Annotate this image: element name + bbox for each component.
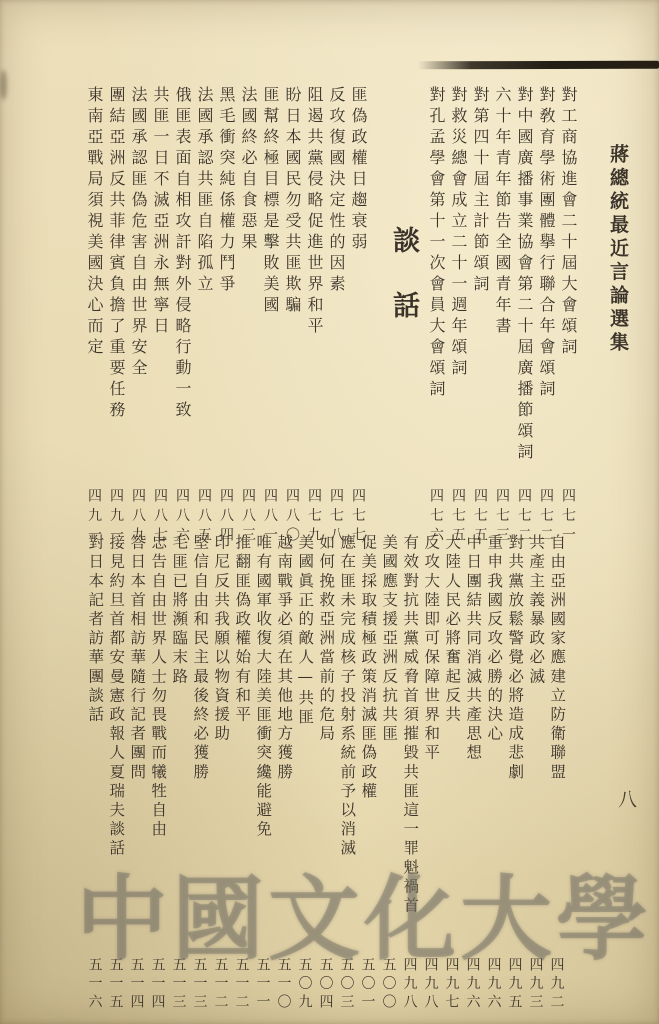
toc-entry-title: 對第四十屆主計節頌詞 [471,86,490,296]
toc-entry-title: 大陸人民必將奮起反共 [443,534,462,725]
toc-entry-title: 六十年青年節告全國青年書 [493,86,512,338]
toc-entry-title: 團結亞洲反共菲律賓負擔了重要任務 [107,86,126,422]
toc-page-number: 五〇四 [317,956,334,1012]
toc-entry-title: 推翻匪偽政權始有和平 [233,534,252,725]
toc-entry [237,86,259,546]
toc-entry-title: 對日本記者訪華團談話 [86,534,105,725]
toc-entry-title: 共產主義暴政必滅 [527,534,546,687]
toc-page-number: 四九一 [86,487,102,546]
toc-entry [273,534,294,1012]
toc-page-number: 四七九 [306,487,322,546]
toc-entry-title: 自由亞洲國家應建立防衛聯盟 [548,534,567,783]
toc-entry-title: 法國承認匪偽危害自由世界安全 [129,86,148,380]
toc-page-number: 五一四 [128,956,145,1012]
toc-entry [546,534,567,1012]
toc-entry-title: 匪幫終極目標是擊敗美國 [261,86,280,317]
toc-page-number: 四九八 [401,956,418,1012]
toc-entry-title: 應在匪未完成核子投射系統前予以消滅 [338,534,357,859]
toc-page-number: 四八四 [218,487,234,546]
toc-entry [399,534,420,1012]
toc-page-number: 五一〇 [275,956,292,1012]
toc-page-number: 四九七 [443,956,460,1012]
toc-page-number: 四七二 [516,487,532,546]
toc-page-number: 四七六 [428,487,444,546]
toc-entry-title: 印尼反共我願以物資援助 [212,534,231,745]
toc-page-number: 四七八 [328,487,344,546]
toc-entry-title: 法國終必自食惡果 [239,86,258,254]
toc-page-number: 四八一 [262,487,278,546]
toc-page-number: 四七一 [560,487,576,546]
toc-entry-title: 反攻復國決定性的因素 [327,86,346,296]
toc-entry [105,534,126,1012]
toc-entry [336,534,357,1012]
toc-entry [483,534,504,1012]
toc-page-number: 五一二 [233,956,250,1012]
toc-entry [215,86,237,546]
toc-entry-title: 堅信自由和民主最後終必獲勝 [191,534,210,783]
toc-entry [105,86,127,546]
toc-entry [149,86,171,546]
toc-entry-title: 對共黨放鬆警覺必將造成悲劇 [506,534,525,783]
toc-entry [168,534,189,1012]
toc-entry [425,86,447,546]
toc-page-number: 四八七 [152,487,168,546]
toc-page-number: 五一四 [149,956,166,1012]
toc-entry [315,534,336,1012]
toc-entry [357,534,378,1012]
toc-entry-title: 對工商協進會二十屆大會頌詞 [559,86,578,359]
toc-entry [147,534,168,1012]
toc-page-number: 五〇〇 [380,956,397,1012]
toc-entry-title: 阻遏共黨侵略促進世界和平 [305,86,324,338]
toc-page-number: 四九一 [108,487,124,546]
toc-entry [491,86,513,546]
toc-entry [462,534,483,1012]
book-title-text: 蔣總統最近言論選集 [607,144,629,356]
toc-entry-title: 東南亞戰局須視美國決心而定 [85,86,104,359]
toc-entry-title: 對敎育學術團體擧行聯合年會頌詞 [537,86,556,401]
library-watermark: 中國文化大學 [76,865,653,973]
toc-entry-title: 促美採取積極政策消滅匪偽政權 [359,534,378,802]
toc-entry [441,534,462,1012]
toc-page-number: 五〇一 [359,956,376,1012]
toc-entry [420,534,441,1012]
toc-entry-title: 如何挽救亞洲當前的危局 [317,534,336,745]
toc-entry [281,86,303,546]
toc-entry [325,86,347,546]
toc-entry [525,534,546,1012]
toc-page-number: 四七五 [472,487,488,546]
toc-entry-title: 反攻大陸即可保障世界和平 [422,534,441,764]
toc-entry-title: 中日團結共同消滅共產思想 [464,534,483,764]
toc-entry-title: 對救災總會成立二十一週年頌詞 [449,86,468,380]
toc-page-number: 四九五 [506,956,523,1012]
toc-entry [252,534,273,1012]
toc-entry [193,86,215,546]
toc-page-number: 五〇三 [338,956,355,1012]
toc-entry [171,86,193,546]
toc-entry-title: 黑毛衝突純係權力鬥爭 [217,86,236,296]
toc-entry [127,86,149,546]
toc-page-number: 五〇九 [296,956,313,1012]
toc-entry-title: 接見約旦首都安曼憲政報人夏瑞夫談話 [107,534,126,859]
toc-tier-top [83,86,631,546]
toc-entry [294,534,315,1012]
toc-entry [189,534,210,1012]
folio-page-number: 八 [617,789,637,811]
toc-page-number: 五一六 [86,956,103,1012]
toc-page-number: 五一二 [212,956,229,1012]
toc-page-number: 四八九 [130,487,146,546]
toc-entry-title: 匪偽政權日趨衰弱 [349,86,368,254]
toc-entry-title: 唯有國軍收復大陸美匪衝突纔能避免 [254,534,273,840]
toc-tier-bottom [84,534,567,1012]
toc-page-number: 四九六 [464,956,481,1012]
toc-entry-title: 重申我國反攻必勝的決心 [485,534,504,745]
toc-entry-title: 忠告自由世界人士勿畏戰而犧牲自由 [149,534,168,840]
toc-page-number: 四八三 [240,487,256,546]
toc-entry-title: 有效對抗共黨威脅首須摧毀共匪這一罪魁禍首 [401,534,420,916]
toc-entry-title: 法國承認共匪自陷孤立 [195,86,214,296]
toc-entry-title: 美國眞正的敵人—共匪 [296,534,315,728]
toc-entry [557,86,579,546]
toc-page-number: 四八六 [174,487,190,546]
toc-entry [210,534,231,1012]
toc-page-number: 四八五 [196,487,212,546]
toc-page-number: 五一三 [170,956,187,1012]
toc-page-number: 四七三 [494,487,510,546]
toc-entry-title: 對孔孟學會第十一次會員大會頌詞 [427,86,446,401]
toc-page-number: 四九二 [548,956,565,1012]
toc-page-number: 四九三 [527,956,544,1012]
toc-entry-title: 俄匪表面自相攻訐對外侵略行動一致 [173,86,192,422]
scan-artifact-top-edge [418,61,659,70]
toc-entry [347,86,369,546]
toc-page-number: 四九八 [422,956,439,1012]
toc-entry-title: 毛匪已將瀕臨末路 [170,534,189,687]
toc-entry-title: 答日本首相訪華隨行記者團問 [128,534,147,783]
toc-entry [303,86,325,546]
toc-entry-title: 對中國廣播事業協會第二十屆廣播節頌詞 [515,86,534,464]
toc-entry [469,86,491,546]
toc-entry [83,86,105,546]
toc-entry [513,86,535,546]
toc-entry [126,534,147,1012]
scan-artifact-left-smudge [0,70,7,100]
toc-entry-title: 越南戰爭必須在其他地方獲勝 [275,534,294,783]
section-header-text: 談話 [388,226,419,356]
toc-entry [378,534,399,1012]
toc-page-number: 四七二 [538,487,554,546]
toc-page-number: 五一一 [254,956,271,1012]
toc-entry [504,534,525,1012]
book-title [593,86,627,604]
toc-entry-title: 共匪一日不滅亞洲永無寧日 [151,86,170,338]
toc-entry [535,86,557,546]
toc-page-number: 四八〇 [284,487,300,546]
toc-page-number: 四七七 [350,487,366,546]
toc-page-number: 五一五 [107,956,124,1012]
toc-entry [231,534,252,1012]
toc-page-number: 四九六 [485,956,502,1012]
toc-entry [259,86,281,546]
toc-entry [84,534,105,1012]
toc-entry-title: 美國應支援亞洲反抗共匪 [380,534,399,745]
toc-entry [447,86,469,546]
toc-entry-title: 盼日本國民勿受共匪欺騙 [283,86,302,317]
toc-page-number: 四七五 [450,487,466,546]
toc-page-number: 五一三 [191,956,208,1012]
